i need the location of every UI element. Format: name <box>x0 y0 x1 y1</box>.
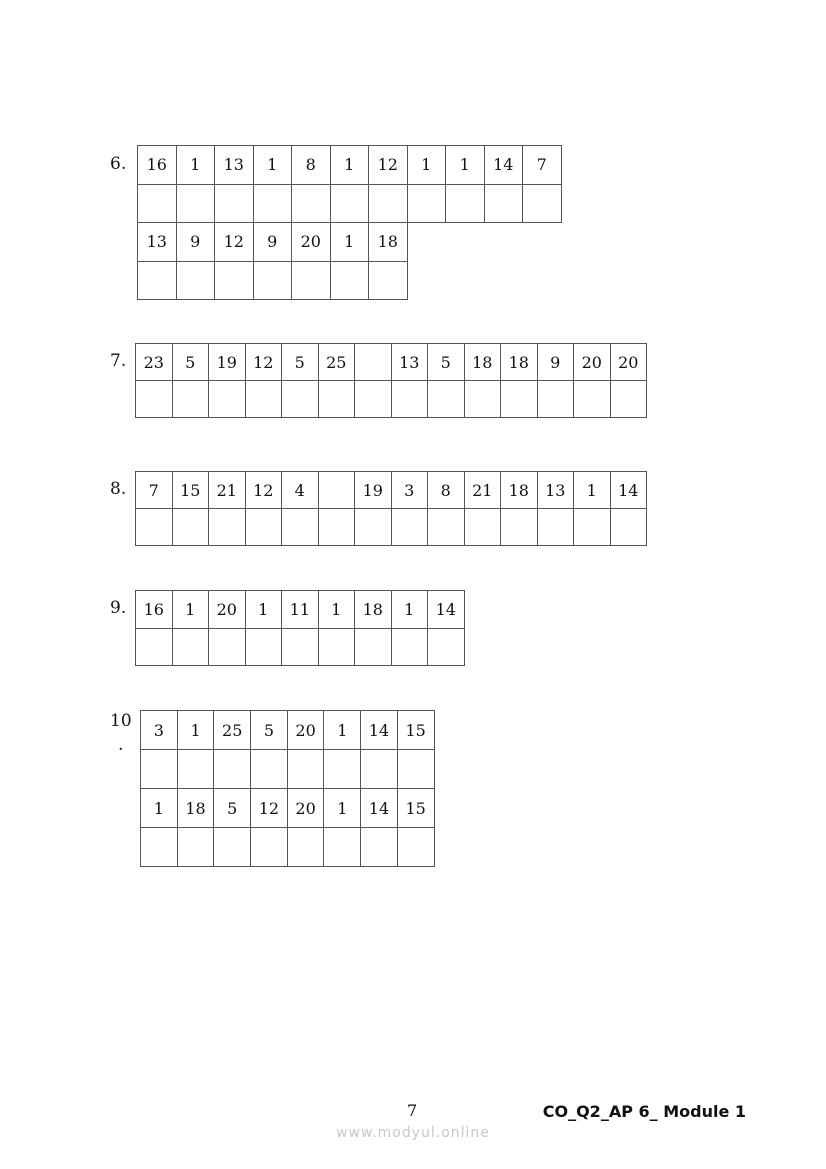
number-cell: 13 <box>391 344 428 381</box>
item-number-10: 10 <box>110 711 132 731</box>
answer-cell <box>172 381 209 418</box>
cipher-grid-9 <box>135 590 465 666</box>
number-cell: 1 <box>177 711 214 750</box>
number-row <box>138 223 562 262</box>
number-row <box>136 344 647 381</box>
number-cell: 20 <box>209 591 246 629</box>
number-cell: 13 <box>537 472 574 509</box>
page-number: 7 <box>407 1101 418 1120</box>
answer-cell <box>253 261 292 300</box>
answer-cell <box>484 184 523 223</box>
answer-cell <box>361 828 398 867</box>
item-number-6: 6. <box>110 154 127 174</box>
number-cell: 20 <box>287 711 324 750</box>
number-cell: 3 <box>141 711 178 750</box>
number-row <box>136 472 647 509</box>
number-cell: 14 <box>428 591 465 629</box>
answer-cell <box>428 628 465 666</box>
item-number-7: 7. <box>110 351 127 371</box>
answer-cell <box>287 828 324 867</box>
grid-body <box>138 146 562 300</box>
number-cell: 5 <box>428 344 465 381</box>
answer-cell <box>574 509 611 546</box>
grid-body <box>136 344 647 418</box>
answer-cell <box>318 628 355 666</box>
answer-cell <box>610 509 647 546</box>
answer-cell <box>537 509 574 546</box>
answer-cell <box>318 381 355 418</box>
number-cell: 16 <box>136 591 173 629</box>
answer-cell <box>330 261 369 300</box>
number-cell: 9 <box>253 223 292 262</box>
number-cell: 12 <box>251 789 288 828</box>
answer-cell <box>138 184 177 223</box>
cipher-grid-8 <box>135 471 647 546</box>
answer-row <box>138 184 562 223</box>
answer-cell <box>324 828 361 867</box>
item-number-9: 9. <box>110 598 127 618</box>
cipher-grid-6 <box>137 145 562 300</box>
number-cell: 25 <box>214 711 251 750</box>
answer-row <box>136 628 465 666</box>
cipher-grid-10 <box>140 710 435 867</box>
answer-cell <box>330 184 369 223</box>
answer-cell <box>136 628 173 666</box>
answer-cell <box>391 628 428 666</box>
number-cell: 3 <box>391 472 428 509</box>
number-cell: 18 <box>369 223 408 262</box>
answer-cell <box>292 261 331 300</box>
number-cell: 12 <box>245 344 282 381</box>
number-cell: 25 <box>318 344 355 381</box>
number-cell: 21 <box>209 472 246 509</box>
answer-cell <box>523 184 562 223</box>
answer-cell <box>324 750 361 789</box>
number-cell: 20 <box>287 789 324 828</box>
answer-cell <box>209 509 246 546</box>
answer-cell <box>282 628 319 666</box>
number-cell: 5 <box>172 344 209 381</box>
answer-cell <box>136 381 173 418</box>
number-cell: 11 <box>282 591 319 629</box>
number-cell: 14 <box>610 472 647 509</box>
number-cell: 1 <box>330 223 369 262</box>
number-cell: 5 <box>251 711 288 750</box>
number-cell: 13 <box>215 146 254 185</box>
answer-row <box>136 381 647 418</box>
answer-cell <box>214 750 251 789</box>
answer-cell <box>428 509 465 546</box>
number-cell: 1 <box>318 591 355 629</box>
answer-cell <box>176 184 215 223</box>
number-cell: 14 <box>361 711 398 750</box>
answer-cell <box>209 628 246 666</box>
number-cell: 1 <box>446 146 485 185</box>
answer-cell <box>251 828 288 867</box>
grid-body <box>136 591 465 666</box>
answer-cell <box>215 261 254 300</box>
number-cell: 15 <box>397 711 434 750</box>
number-cell: 14 <box>484 146 523 185</box>
number-cell: 16 <box>138 146 177 185</box>
answer-cell <box>610 381 647 418</box>
answer-cell <box>177 828 214 867</box>
number-cell: 18 <box>501 344 538 381</box>
number-cell <box>318 472 355 509</box>
answer-cell <box>369 184 408 223</box>
number-cell: 14 <box>361 789 398 828</box>
number-cell: 1 <box>330 146 369 185</box>
item-number-10-period: . <box>118 735 124 755</box>
answer-cell <box>172 509 209 546</box>
number-cell: 1 <box>176 146 215 185</box>
answer-cell <box>391 509 428 546</box>
answer-cell <box>282 509 319 546</box>
number-cell: 18 <box>464 344 501 381</box>
answer-cell <box>318 509 355 546</box>
answer-cell <box>361 750 398 789</box>
answer-cell <box>245 509 282 546</box>
item-number-8: 8. <box>110 479 127 499</box>
answer-cell <box>397 828 434 867</box>
answer-cell <box>138 261 177 300</box>
answer-cell <box>428 381 465 418</box>
answer-cell <box>407 184 446 223</box>
number-cell: 19 <box>209 344 246 381</box>
answer-cell <box>391 381 428 418</box>
number-cell: 1 <box>574 472 611 509</box>
answer-cell <box>501 509 538 546</box>
answer-cell <box>397 750 434 789</box>
number-cell: 8 <box>428 472 465 509</box>
answer-cell <box>355 628 392 666</box>
answer-cell <box>282 381 319 418</box>
answer-cell <box>141 828 178 867</box>
number-cell: 12 <box>245 472 282 509</box>
cipher-grid-7 <box>135 343 647 418</box>
number-cell: 1 <box>253 146 292 185</box>
answer-cell <box>369 261 408 300</box>
grid-body <box>141 711 435 867</box>
answer-cell <box>245 381 282 418</box>
number-cell: 12 <box>215 223 254 262</box>
number-cell: 5 <box>282 344 319 381</box>
answer-cell <box>176 261 215 300</box>
number-cell: 12 <box>369 146 408 185</box>
answer-row <box>141 828 435 867</box>
watermark: www.modyul.online <box>336 1125 490 1141</box>
number-cell: 1 <box>324 711 361 750</box>
number-cell: 5 <box>214 789 251 828</box>
number-row <box>136 591 465 629</box>
answer-cell <box>292 184 331 223</box>
answer-cell <box>355 381 392 418</box>
answer-cell <box>574 381 611 418</box>
number-cell: 18 <box>177 789 214 828</box>
number-cell: 1 <box>245 591 282 629</box>
answer-cell <box>464 381 501 418</box>
number-cell: 8 <box>292 146 331 185</box>
number-row <box>138 146 562 185</box>
number-cell: 9 <box>176 223 215 262</box>
number-cell: 1 <box>407 146 446 185</box>
number-cell: 1 <box>172 591 209 629</box>
number-cell: 13 <box>138 223 177 262</box>
answer-cell <box>253 184 292 223</box>
number-cell: 4 <box>282 472 319 509</box>
answer-row <box>138 261 562 300</box>
answer-cell <box>172 628 209 666</box>
answer-cell <box>136 509 173 546</box>
number-cell: 18 <box>355 591 392 629</box>
number-cell: 1 <box>391 591 428 629</box>
number-cell: 18 <box>501 472 538 509</box>
answer-cell <box>214 828 251 867</box>
answer-cell <box>177 750 214 789</box>
number-cell: 9 <box>537 344 574 381</box>
answer-cell <box>537 381 574 418</box>
answer-cell <box>245 628 282 666</box>
number-cell: 20 <box>292 223 331 262</box>
answer-row <box>141 750 435 789</box>
module-code: CO_Q2_AP 6_ Module 1 <box>542 1102 746 1121</box>
number-cell: 7 <box>136 472 173 509</box>
number-cell: 23 <box>136 344 173 381</box>
answer-cell <box>446 184 485 223</box>
number-cell: 20 <box>574 344 611 381</box>
answer-cell <box>141 750 178 789</box>
answer-cell <box>355 509 392 546</box>
answer-cell <box>464 509 501 546</box>
answer-cell <box>215 184 254 223</box>
number-cell: 20 <box>610 344 647 381</box>
number-cell: 1 <box>324 789 361 828</box>
answer-cell <box>501 381 538 418</box>
number-cell: 21 <box>464 472 501 509</box>
number-cell: 19 <box>355 472 392 509</box>
number-row <box>141 789 435 828</box>
number-cell: 15 <box>172 472 209 509</box>
number-cell: 7 <box>523 146 562 185</box>
answer-cell <box>287 750 324 789</box>
number-row <box>141 711 435 750</box>
answer-cell <box>251 750 288 789</box>
number-cell <box>355 344 392 381</box>
number-cell: 1 <box>141 789 178 828</box>
answer-cell <box>209 381 246 418</box>
grid-body <box>136 472 647 546</box>
answer-row <box>136 509 647 546</box>
number-cell: 15 <box>397 789 434 828</box>
